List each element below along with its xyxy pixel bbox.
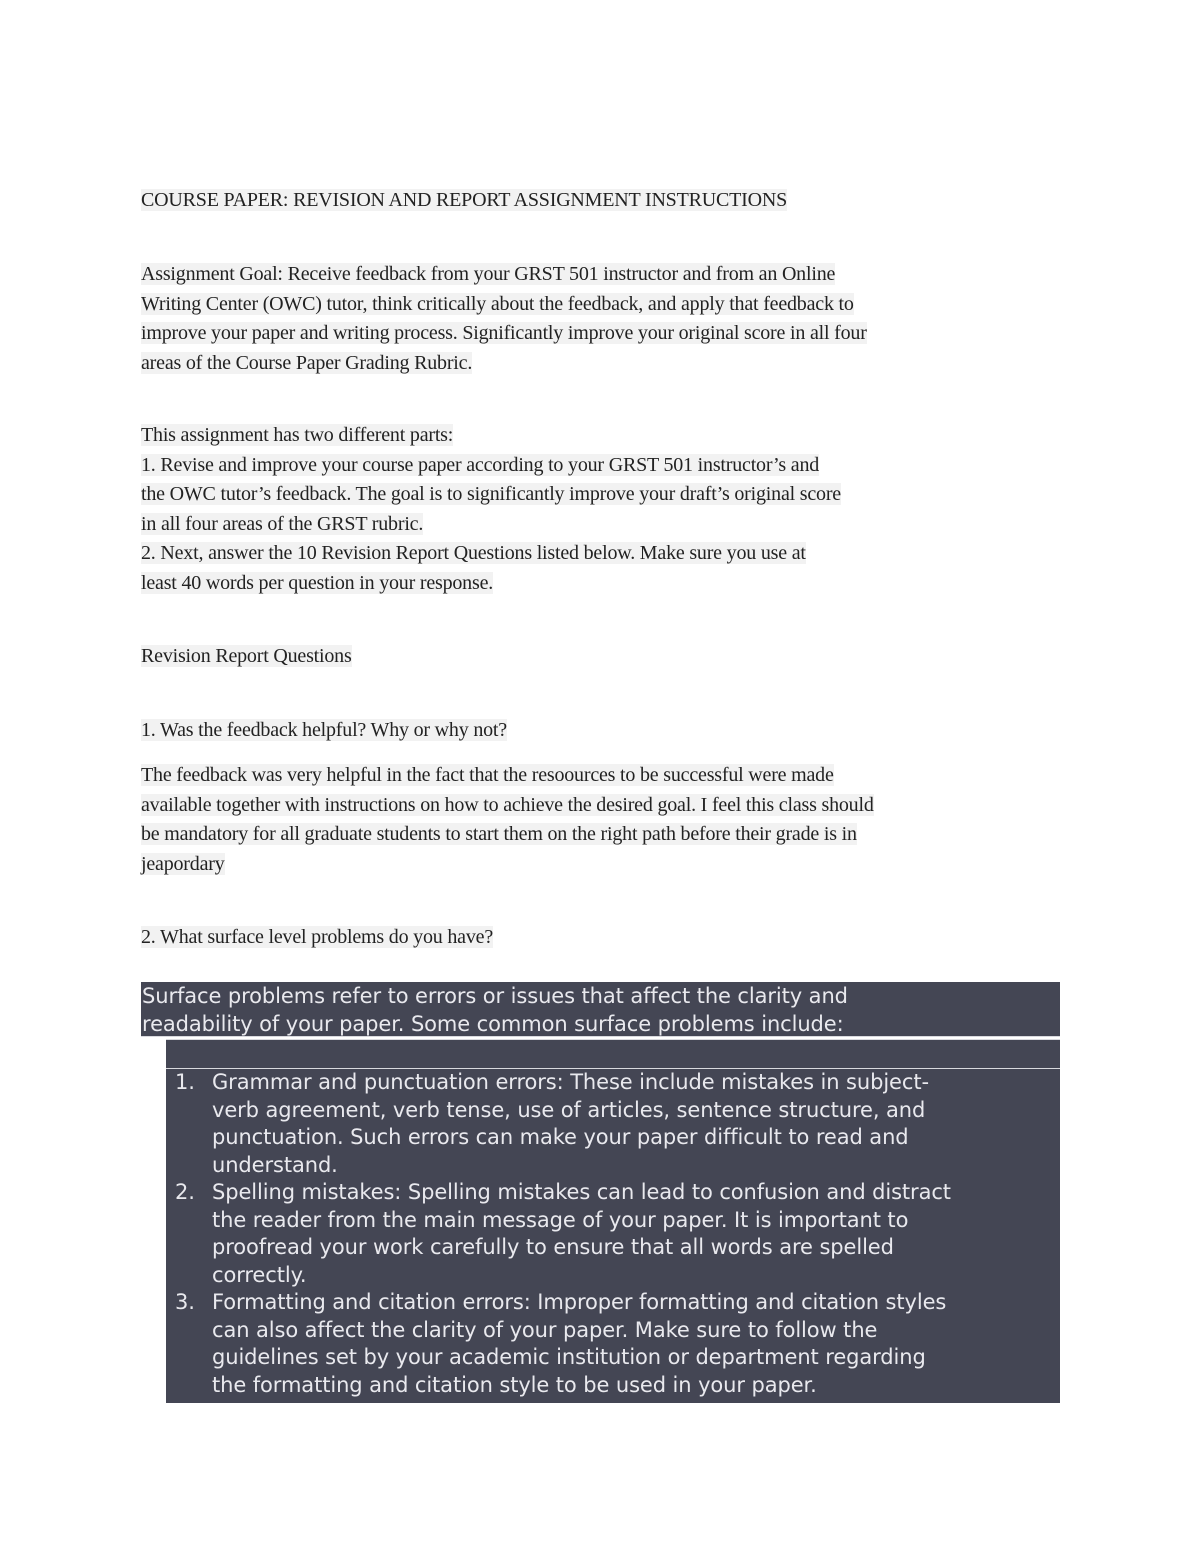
list-item-line: Spelling mistakes: Spelling mistakes can lead to confusion and distract <box>212 1180 951 1204</box>
list-item-line: guidelines set by your academic institution or department regarding <box>212 1345 926 1369</box>
answer-2-intro <box>141 982 1060 1037</box>
parts-line: This assignment has two different parts: <box>141 424 454 446</box>
list-item <box>166 1289 1060 1399</box>
list-item-number: 3. <box>175 1290 195 1314</box>
answer-1-line: be mandatory for all graduate students to start them on the right path before their grade is in <box>141 823 857 845</box>
list-item <box>166 1069 1060 1179</box>
list-item-line: the reader from the main message of your paper. It is important to <box>212 1207 909 1232</box>
list-item-line: verb agreement, verb tense, use of articles, sentence structure, and <box>212 1097 926 1122</box>
question-1-text: 1. Was the feedback helpful? Why or why not? <box>141 719 507 741</box>
answer-2-block <box>141 982 1060 1424</box>
answer-2-intro-line: readability of your paper. Some common surface problems include: <box>142 1012 844 1036</box>
question-1 <box>141 716 507 746</box>
list-item-line: correctly. <box>212 1262 307 1287</box>
parts-line: least 40 words per question in your response. <box>141 571 494 594</box>
answer-1-line: available together with instructions on how to achieve the desired goal. I feel this class should <box>141 793 874 816</box>
list-item <box>166 1179 1060 1289</box>
goal-line: improve your paper and writing process. Significantly improve your original score in all four <box>141 322 867 344</box>
answer-2-spacer <box>166 1039 1060 1069</box>
list-item-line: punctuation. Such errors can make your paper difficult to read and <box>212 1125 909 1149</box>
goal-line: Writing Center (OWC) tutor, think critically about the feedback, and apply that feedback to <box>141 292 854 315</box>
list-item-number: 2. <box>175 1180 195 1204</box>
parts-line: in all four areas of the GRST rubric. <box>141 512 424 535</box>
list-item-line: can also affect the clarity of your paper. Make sure to follow the <box>212 1317 878 1342</box>
document-title <box>141 186 787 216</box>
answer-1-paragraph <box>141 761 1041 879</box>
question-2-text: 2. What surface level problems do you have? <box>141 926 494 948</box>
parts-line: 1. Revise and improve your course paper according to your GRST 501 instructor’s and <box>141 453 820 476</box>
answer-1-line: jeapordary <box>141 852 225 875</box>
revision-report-heading-text: Revision Report Questions <box>141 645 352 667</box>
list-item-line: proofread your work carefully to ensure that all words are spelled <box>212 1235 894 1259</box>
document-title-text: COURSE PAPER: REVISION AND REPORT ASSIGNMENT INSTRUCTIONS <box>141 189 788 211</box>
revision-report-heading <box>141 642 352 672</box>
list-item-line: understand. <box>212 1152 338 1177</box>
assignment-parts-paragraph <box>141 421 1021 598</box>
answer-2-intro-line: Surface problems refer to errors or issues that affect the clarity and <box>142 984 848 1008</box>
list-item-line: Grammar and punctuation errors: These include mistakes in subject- <box>212 1070 929 1094</box>
list-item-number: 1. <box>175 1070 195 1094</box>
goal-line: areas of the Course Paper Grading Rubric. <box>141 351 473 374</box>
list-item-line: Formatting and citation errors: Improper formatting and citation styles <box>212 1290 947 1314</box>
assignment-goal-paragraph <box>141 260 1041 378</box>
answer-1-line: The feedback was very helpful in the fact that the resoources to be successful were made <box>141 764 834 786</box>
goal-line: Assignment Goal: Receive feedback from your GRST 501 instructor and from an Online <box>141 263 836 285</box>
question-2 <box>141 923 493 953</box>
list-item-line: the formatting and citation style to be used in your paper. <box>212 1372 817 1397</box>
surface-problems-list <box>166 1069 1060 1403</box>
parts-line: the OWC tutor’s feedback. The goal is to significantly improve your draft’s original score <box>141 483 841 505</box>
parts-line: 2. Next, answer the 10 Revision Report Questions listed below. Make sure you use at <box>141 542 806 564</box>
